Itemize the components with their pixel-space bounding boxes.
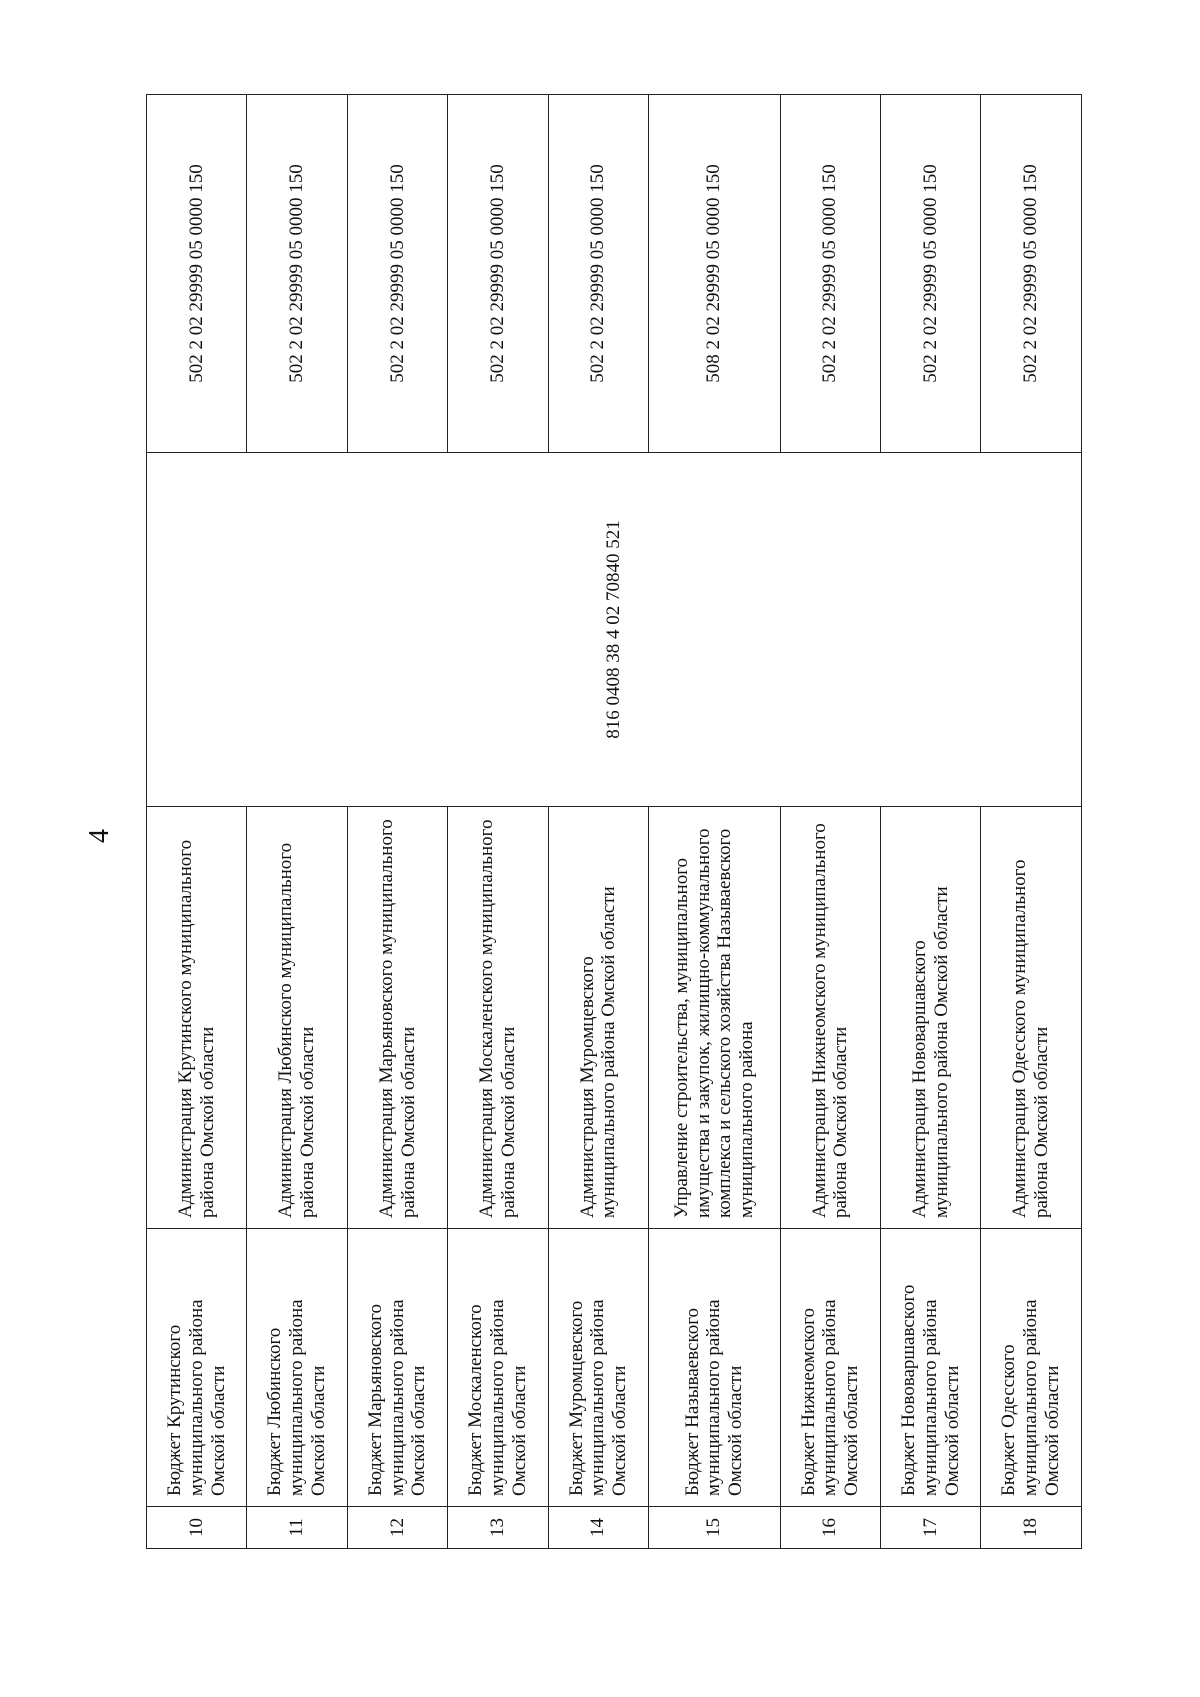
budget-name: Бюджет Марьяновского муниципального района Омской области bbox=[347, 1229, 447, 1507]
administrator-name: Администрация Крутинского муниципального района Омской области bbox=[147, 807, 247, 1229]
revenue-code: 508 2 02 29999 05 0000 150 bbox=[649, 95, 781, 453]
table-row bbox=[147, 95, 247, 1549]
rotated-table-container bbox=[146, 95, 1082, 1549]
row-number: 13 bbox=[448, 1507, 548, 1549]
table-row bbox=[448, 95, 548, 1549]
revenue-code: 502 2 02 29999 05 0000 150 bbox=[147, 95, 247, 453]
revenue-code: 502 2 02 29999 05 0000 150 bbox=[247, 95, 347, 453]
budget-name: Бюджет Крутинского муниципального района Омской области bbox=[147, 1229, 247, 1507]
expense-code: 816 0408 38 4 02 70840 521 bbox=[147, 453, 1082, 807]
budget-name: Бюджет Нововаршавского муниципального района Омской области bbox=[881, 1229, 981, 1507]
revenue-code: 502 2 02 29999 05 0000 150 bbox=[981, 95, 1082, 453]
table-row bbox=[881, 95, 981, 1549]
budget-name: Бюджет Любинского муниципального района Омской области bbox=[247, 1229, 347, 1507]
table-row bbox=[649, 95, 781, 1549]
table-row bbox=[780, 95, 880, 1549]
revenue-code: 502 2 02 29999 05 0000 150 bbox=[548, 95, 648, 453]
revenue-code: 502 2 02 29999 05 0000 150 bbox=[448, 95, 548, 453]
row-number: 15 bbox=[649, 1507, 781, 1549]
budget-name: Бюджет Москаленского муниципального района Омской области bbox=[448, 1229, 548, 1507]
row-number: 16 bbox=[780, 1507, 880, 1549]
table-row bbox=[247, 95, 347, 1549]
administrator-name: Управление строительства, муниципального имущества и закупок, жилищно-коммунального комплекса и сельского хозяйства Называевского муниципального района bbox=[649, 807, 781, 1229]
table-row bbox=[548, 95, 648, 1549]
table-row bbox=[981, 95, 1082, 1549]
administrator-name: Администрация Нововаршавского муниципального района Омской области bbox=[881, 807, 981, 1229]
page-number: 4 bbox=[84, 829, 115, 843]
budget-name: Бюджет Одесского муниципального района Омской области bbox=[981, 1229, 1082, 1507]
row-number: 10 bbox=[147, 1507, 247, 1549]
revenue-code: 502 2 02 29999 05 0000 150 bbox=[881, 95, 981, 453]
budget-table bbox=[146, 94, 1082, 1549]
revenue-code: 502 2 02 29999 05 0000 150 bbox=[347, 95, 447, 453]
revenue-code: 502 2 02 29999 05 0000 150 bbox=[780, 95, 880, 453]
row-number: 12 bbox=[347, 1507, 447, 1549]
row-number: 18 bbox=[981, 1507, 1082, 1549]
budget-name: Бюджет Нижнеомского муниципального района Омской области bbox=[780, 1229, 880, 1507]
administrator-name: Администрация Марьяновского муниципального района Омской области bbox=[347, 807, 447, 1229]
row-number: 14 bbox=[548, 1507, 648, 1549]
budget-name: Бюджет Называевского муниципального района Омской области bbox=[649, 1229, 781, 1507]
administrator-name: Администрация Муромцевского муниципального района Омской области bbox=[548, 807, 648, 1229]
administrator-name: Администрация Одесского муниципального района Омской области bbox=[981, 807, 1082, 1229]
administrator-name: Администрация Москаленского муниципального района Омской области bbox=[448, 807, 548, 1229]
table-row bbox=[347, 95, 447, 1549]
administrator-name: Администрация Нижнеомского муниципального района Омской области bbox=[780, 807, 880, 1229]
budget-name: Бюджет Муромцевского муниципального района Омской области bbox=[548, 1229, 648, 1507]
row-number: 17 bbox=[881, 1507, 981, 1549]
row-number: 11 bbox=[247, 1507, 347, 1549]
administrator-name: Администрация Любинского муниципального района Омской области bbox=[247, 807, 347, 1229]
